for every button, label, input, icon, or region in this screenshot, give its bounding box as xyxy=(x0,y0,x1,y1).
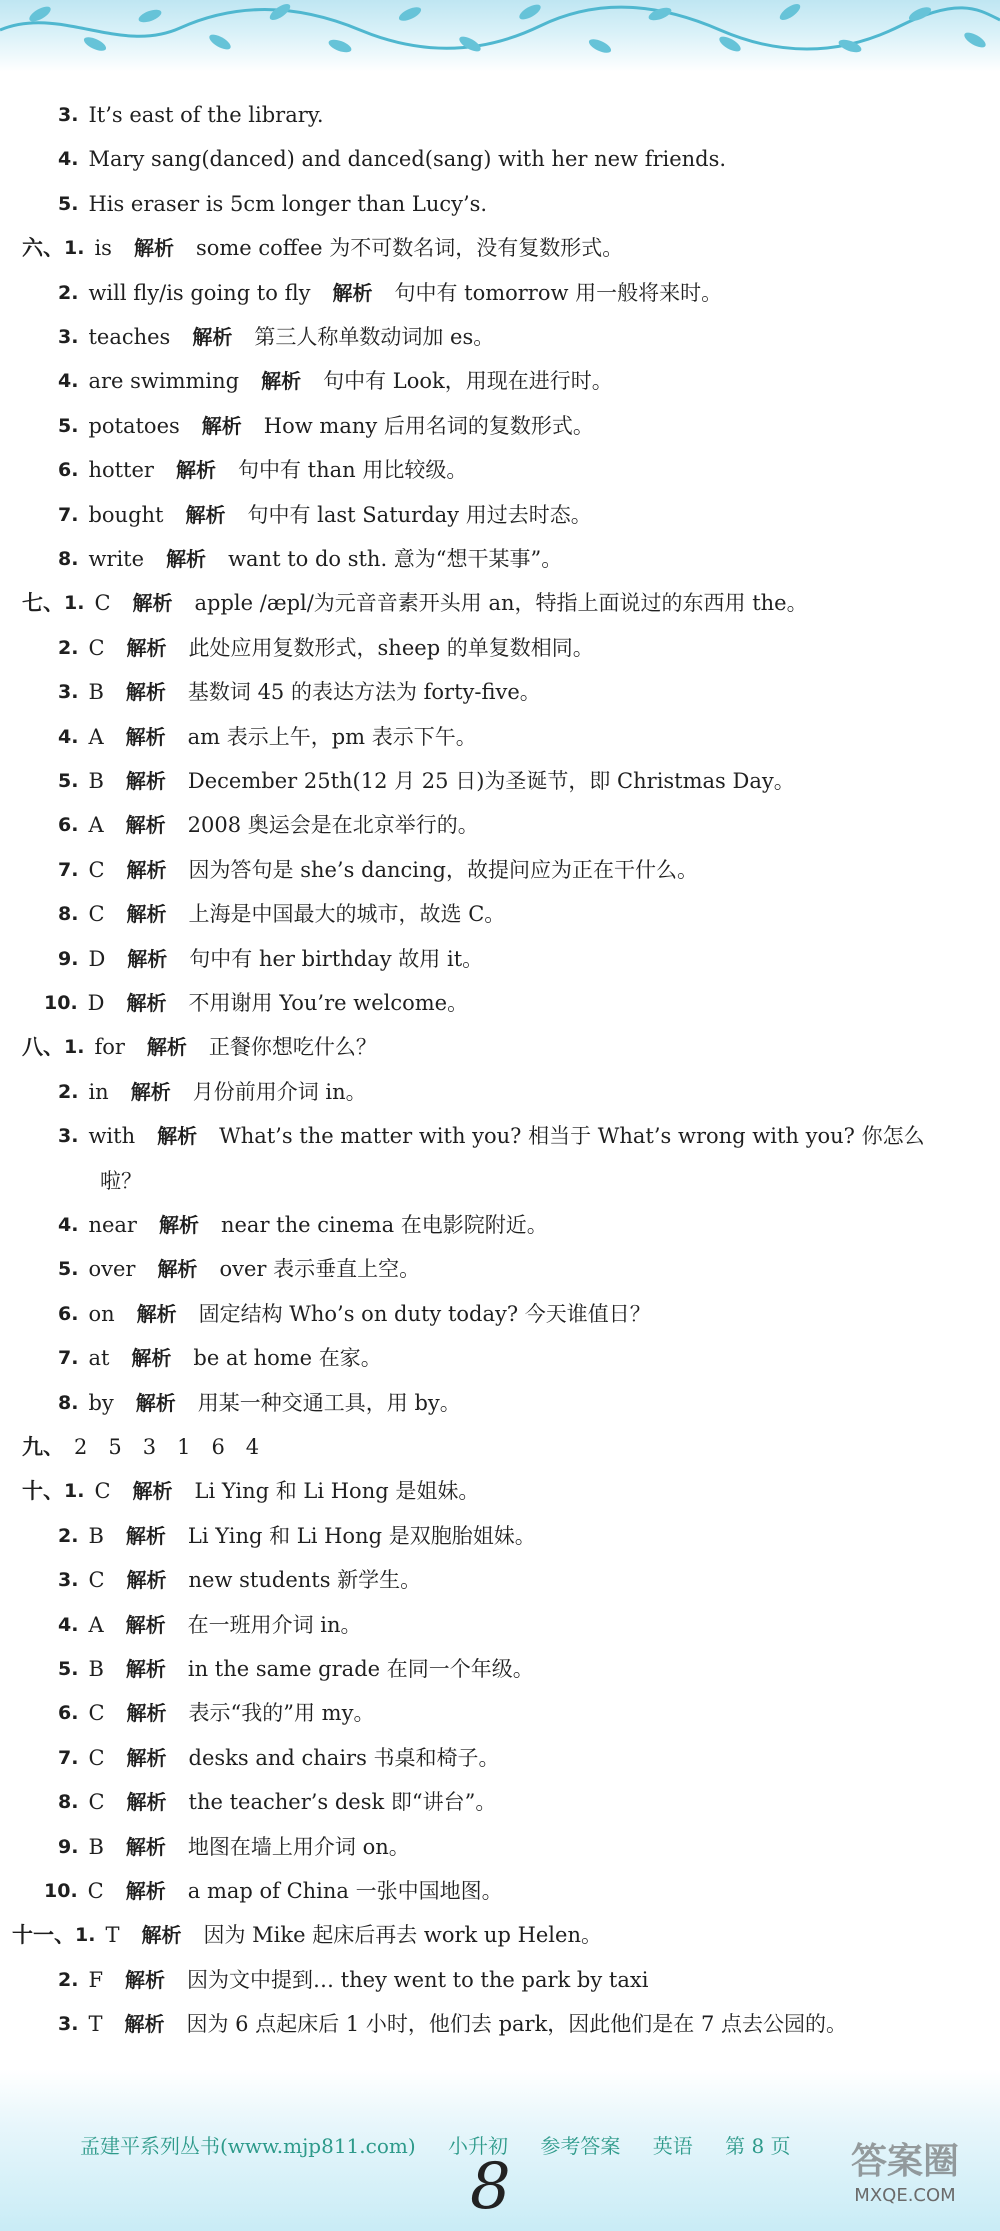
analysis-label: 解析 xyxy=(135,1391,176,1415)
explanation-text: How many 后用名词的复数形式。 xyxy=(263,414,594,438)
analysis-label: 解析 xyxy=(132,1479,173,1503)
answer-text: on xyxy=(88,1302,115,1326)
answer-text: F xyxy=(88,1968,104,1992)
explanation-text: 因为 Mike 起床后再去 work up Helen。 xyxy=(203,1923,602,1947)
answer-text: B xyxy=(88,1835,104,1859)
explanation-text: 2008 奥运会是在北京举行的。 xyxy=(187,813,479,837)
answer-line xyxy=(58,1254,420,1284)
item-number: 2. xyxy=(58,282,79,304)
item-number: 4. xyxy=(58,1214,79,1236)
explanation-text: 月份前用介词 in。 xyxy=(192,1080,367,1104)
answer-line xyxy=(22,1432,259,1462)
answer-text: 啦？ xyxy=(100,1169,142,1193)
section-number: 八、 xyxy=(22,1035,64,1059)
answer-line xyxy=(58,1077,367,1107)
explanation-text: 地图在墙上用介词 on。 xyxy=(187,1835,410,1859)
answer-text: bought xyxy=(88,503,164,527)
answer-text: C xyxy=(88,1701,105,1725)
explanation-text: 句中有 tomorrow 用一般将来时。 xyxy=(394,281,723,305)
explanation-text: be at home 在家。 xyxy=(193,1346,382,1370)
item-number: 1. xyxy=(64,1036,85,1058)
analysis-label: 解析 xyxy=(124,2012,165,2036)
answer-line xyxy=(22,1032,377,1062)
analysis-label: 解析 xyxy=(126,902,167,926)
explanation-text: 用某一种交通工具，用 by。 xyxy=(197,1391,461,1415)
analysis-label: 解析 xyxy=(126,1790,167,1814)
answer-line xyxy=(58,810,479,840)
answer-line xyxy=(58,544,562,574)
item-number: 3. xyxy=(58,2013,79,2035)
answer-line xyxy=(58,1832,410,1862)
answer-text: for xyxy=(94,1035,125,1059)
footer-subject: 英语 xyxy=(652,2134,693,2158)
answer-line xyxy=(58,1610,362,1640)
explanation-text: 此处应用复数形式，sheep 的单复数相同。 xyxy=(188,636,594,660)
answer-line xyxy=(58,322,494,352)
answer-line xyxy=(58,411,594,441)
answer-text: D xyxy=(88,947,106,971)
item-number: 7. xyxy=(58,1347,79,1369)
footer-series: 孟建平系列丛书(www.mjp811.com) xyxy=(80,2134,416,2158)
explanation-text: 基数词 45 的表达方法为 forty-five。 xyxy=(187,680,541,704)
section-number: 六、 xyxy=(22,236,64,260)
item-number: 4. xyxy=(58,1614,79,1636)
item-number: 6. xyxy=(58,1303,79,1325)
answer-text: at xyxy=(88,1346,110,1370)
answer-line xyxy=(58,633,594,663)
item-number: 8. xyxy=(58,1392,79,1414)
footer-page: 第 8 页 xyxy=(725,2134,791,2158)
answer-line xyxy=(58,677,541,707)
section-number: 七、 xyxy=(22,591,64,615)
answer-line xyxy=(58,500,592,530)
answer-text: C xyxy=(88,1746,105,1770)
answer-line xyxy=(58,144,726,174)
analysis-label: 解析 xyxy=(127,947,168,971)
item-number: 5. xyxy=(58,193,79,215)
analysis-label: 解析 xyxy=(126,1568,167,1592)
answer-text: B xyxy=(88,1657,104,1681)
answer-text: is xyxy=(94,236,112,260)
item-number: 7. xyxy=(58,1747,79,1769)
analysis-label: 解析 xyxy=(157,1124,198,1148)
watermark-logo-text: 答案圈 xyxy=(850,2141,959,2182)
item-number: 6. xyxy=(58,1702,79,1724)
answer-text: C xyxy=(94,591,111,615)
answer-line xyxy=(58,189,487,219)
explanation-text: 句中有 last Saturday 用过去时态。 xyxy=(247,503,592,527)
analysis-label: 解析 xyxy=(125,1657,166,1681)
analysis-label: 解析 xyxy=(131,1346,172,1370)
item-number: 5. xyxy=(58,1258,79,1280)
vine-ornament-icon xyxy=(0,0,1000,72)
watermark-domain: MXQE.COM xyxy=(854,2185,956,2206)
analysis-label: 解析 xyxy=(166,547,207,571)
answer-text: C xyxy=(88,858,105,882)
explanation-text: 表示“我的”用 my。 xyxy=(188,1701,375,1725)
explanation-text: apple /æpl/为元音音素开头用 an，特指上面说过的东西用 the。 xyxy=(194,591,808,615)
answer-line xyxy=(90,1166,142,1196)
answer-line xyxy=(44,988,468,1018)
explanation-text: some coffee 为不可数名词，没有复数形式。 xyxy=(195,236,624,260)
explanation-text: 因为 6 点起床后 1 小时，他们去 park，因此他们是在 7 点去公园的。 xyxy=(186,2012,848,2036)
decorative-header-band xyxy=(0,0,1000,72)
answer-text: T xyxy=(88,2012,103,2036)
answer-text: B xyxy=(88,1524,104,1548)
answer-line xyxy=(58,1698,374,1728)
item-number: 3. xyxy=(58,681,79,703)
analysis-label: 解析 xyxy=(126,1746,167,1770)
answer-text: 2 5 3 1 6 4 xyxy=(74,1435,260,1459)
site-watermark xyxy=(820,2140,990,2220)
item-number: 8. xyxy=(58,903,79,925)
answer-line xyxy=(58,1654,534,1684)
answer-text: C xyxy=(88,636,105,660)
analysis-label: 解析 xyxy=(130,1080,171,1104)
analysis-label: 解析 xyxy=(146,1035,187,1059)
answer-line xyxy=(22,588,808,618)
analysis-label: 解析 xyxy=(126,636,167,660)
item-number: 8. xyxy=(58,1791,79,1813)
answer-text: teaches xyxy=(88,325,171,349)
answer-line xyxy=(58,1787,496,1817)
item-number: 7. xyxy=(58,859,79,881)
analysis-label: 解析 xyxy=(125,813,166,837)
analysis-label: 解析 xyxy=(125,769,166,793)
answer-line xyxy=(22,1476,479,1506)
explanation-text: 不用谢用 You’re welcome。 xyxy=(188,991,469,1015)
answer-line xyxy=(58,1299,651,1329)
item-number: 2. xyxy=(58,1525,79,1547)
answer-line xyxy=(58,366,613,396)
analysis-label: 解析 xyxy=(332,281,373,305)
item-number: 3. xyxy=(58,1569,79,1591)
answer-line xyxy=(58,1565,421,1595)
answer-line xyxy=(12,1920,602,1950)
explanation-text: 第三人称单数动词加 es。 xyxy=(254,325,495,349)
analysis-label: 解析 xyxy=(126,858,167,882)
analysis-label: 解析 xyxy=(132,591,173,615)
item-number: 1. xyxy=(64,237,85,259)
analysis-label: 解析 xyxy=(261,369,302,393)
answer-line xyxy=(58,766,795,796)
analysis-label: 解析 xyxy=(201,414,242,438)
answer-text: potatoes xyxy=(88,414,180,438)
answer-line xyxy=(58,722,477,752)
explanation-text: the teacher’s desk 即“讲台”。 xyxy=(188,1790,497,1814)
item-number: 5. xyxy=(58,415,79,437)
answer-line xyxy=(58,1521,536,1551)
item-number: 9. xyxy=(58,1836,79,1858)
explanation-text: new students 新学生。 xyxy=(188,1568,422,1592)
explanation-text: want to do sth. 意为“想干某事”。 xyxy=(228,547,563,571)
answer-line xyxy=(58,455,467,485)
analysis-label: 解析 xyxy=(125,1613,166,1637)
answer-line xyxy=(58,899,505,929)
item-number: 2. xyxy=(58,1081,79,1103)
item-number: 1. xyxy=(64,592,85,614)
explanation-text: 因为文中提到… they went to the park by taxi xyxy=(187,1968,649,1992)
answer-line xyxy=(58,1388,461,1418)
answer-text: C xyxy=(88,1568,105,1592)
answer-text: His eraser is 5cm longer than Lucy’s. xyxy=(88,192,488,216)
item-number: 4. xyxy=(58,148,79,170)
explanation-text: desks and chairs 书桌和椅子。 xyxy=(188,1746,500,1770)
handwritten-page-number: 8 xyxy=(470,2150,511,2224)
answer-text: write xyxy=(88,547,145,571)
item-number: 3. xyxy=(58,104,79,126)
section-number: 九、 xyxy=(22,1435,64,1459)
answer-text: T xyxy=(105,1923,120,1947)
explanation-text: am 表示上午，pm 表示下午。 xyxy=(187,725,477,749)
analysis-label: 解析 xyxy=(125,680,166,704)
answer-text: are swimming xyxy=(88,369,240,393)
analysis-label: 解析 xyxy=(141,1923,182,1947)
analysis-label: 解析 xyxy=(125,1879,166,1903)
item-number: 5. xyxy=(58,770,79,792)
item-number: 6. xyxy=(58,459,79,481)
answer-text: by xyxy=(88,1391,114,1415)
explanation-text: 在一班用介词 in。 xyxy=(187,1613,362,1637)
analysis-label: 解析 xyxy=(158,1213,199,1237)
item-number: 9. xyxy=(58,948,79,970)
explanation-text: over 表示垂直上空。 xyxy=(219,1257,421,1281)
explanation-text: 句中有 than 用比较级。 xyxy=(237,458,468,482)
answer-text: A xyxy=(88,1613,104,1637)
analysis-label: 解析 xyxy=(126,991,167,1015)
answer-text: A xyxy=(88,813,104,837)
answer-text: over xyxy=(88,1257,136,1281)
item-number: 3. xyxy=(58,326,79,348)
answer-text: B xyxy=(88,769,104,793)
explanation-text: December 25th(12 月 25 日)为圣诞节，即 Christmas Day。 xyxy=(187,769,795,793)
analysis-label: 解析 xyxy=(136,1302,177,1326)
analysis-label: 解析 xyxy=(192,325,233,349)
explanation-text: What’s the matter with you? 相当于 What’s wrong with you? 你怎么 xyxy=(219,1124,925,1148)
item-number: 1. xyxy=(64,1480,85,1502)
item-number: 4. xyxy=(58,726,79,748)
answer-text: C xyxy=(87,1879,104,1903)
item-number: 4. xyxy=(58,370,79,392)
explanation-text: 上海是中国最大的城市，故选 C。 xyxy=(188,902,506,926)
analysis-label: 解析 xyxy=(125,1524,166,1548)
answer-text: near xyxy=(88,1213,137,1237)
analysis-label: 解析 xyxy=(125,1835,166,1859)
analysis-label: 解析 xyxy=(133,236,174,260)
analysis-label: 解析 xyxy=(125,1968,166,1992)
answer-line xyxy=(58,1743,500,1773)
item-number: 2. xyxy=(58,1969,79,1991)
answer-text: C xyxy=(94,1479,111,1503)
explanation-text: 句中有 Look，用现在进行时。 xyxy=(323,369,613,393)
answer-text: C xyxy=(88,902,105,926)
section-number: 十一、 xyxy=(12,1923,75,1947)
answer-text: hotter xyxy=(88,458,154,482)
item-number: 2. xyxy=(58,637,79,659)
answer-text: D xyxy=(87,991,105,1015)
section-number: 十、 xyxy=(22,1479,64,1503)
answer-line xyxy=(44,1876,503,1906)
analysis-label: 解析 xyxy=(126,1701,167,1725)
item-number: 10. xyxy=(44,1880,78,1902)
analysis-label: 解析 xyxy=(175,458,216,482)
item-number: 1. xyxy=(75,1924,96,1946)
answer-text: A xyxy=(88,725,104,749)
item-number: 7. xyxy=(58,504,79,526)
answer-line xyxy=(58,944,483,974)
answer-text: It’s east of the library. xyxy=(88,103,324,127)
item-number: 10. xyxy=(44,992,78,1014)
answer-line xyxy=(58,1121,925,1151)
answer-text: with xyxy=(88,1124,136,1148)
footer-book: 参考答案 xyxy=(540,2134,621,2158)
answer-line xyxy=(58,100,324,130)
answer-line xyxy=(58,855,698,885)
explanation-text: a map of China 一张中国地图。 xyxy=(187,1879,503,1903)
explanation-text: 固定结构 Who’s on duty today? 今天谁值日？ xyxy=(198,1302,651,1326)
item-number: 6. xyxy=(58,814,79,836)
answer-line xyxy=(58,1343,382,1373)
explanation-text: Li Ying 和 Li Hong 是双胞胎姐妹。 xyxy=(187,1524,536,1548)
explanation-text: 句中有 her birthday 故用 it。 xyxy=(189,947,484,971)
explanation-text: in the same grade 在同一个年级。 xyxy=(187,1657,534,1681)
explanation-text: 正餐你想吃什么？ xyxy=(208,1035,377,1059)
item-number: 8. xyxy=(58,548,79,570)
answer-text: C xyxy=(88,1790,105,1814)
answer-text: will fly/is going to fly xyxy=(88,281,311,305)
item-number: 5. xyxy=(58,1658,79,1680)
answer-line xyxy=(58,1965,648,1995)
answer-text: Mary sang(danced) and danced(sang) with her new friends. xyxy=(88,147,727,171)
explanation-text: 因为答句是 she’s dancing，故提问应为正在干什么。 xyxy=(188,858,698,882)
answer-text: in xyxy=(88,1080,109,1104)
answer-line xyxy=(58,278,722,308)
footer-level: 小升初 xyxy=(448,2134,509,2158)
answer-text: B xyxy=(88,680,104,704)
analysis-label: 解析 xyxy=(157,1257,198,1281)
answer-line xyxy=(22,233,623,263)
analysis-label: 解析 xyxy=(185,503,226,527)
explanation-text: near the cinema 在电影院附近。 xyxy=(220,1213,548,1237)
answer-line xyxy=(58,1210,548,1240)
analysis-label: 解析 xyxy=(125,725,166,749)
answer-line xyxy=(58,2009,847,2039)
explanation-text: Li Ying 和 Li Hong 是姐妹。 xyxy=(194,1479,480,1503)
item-number: 3. xyxy=(58,1125,79,1147)
